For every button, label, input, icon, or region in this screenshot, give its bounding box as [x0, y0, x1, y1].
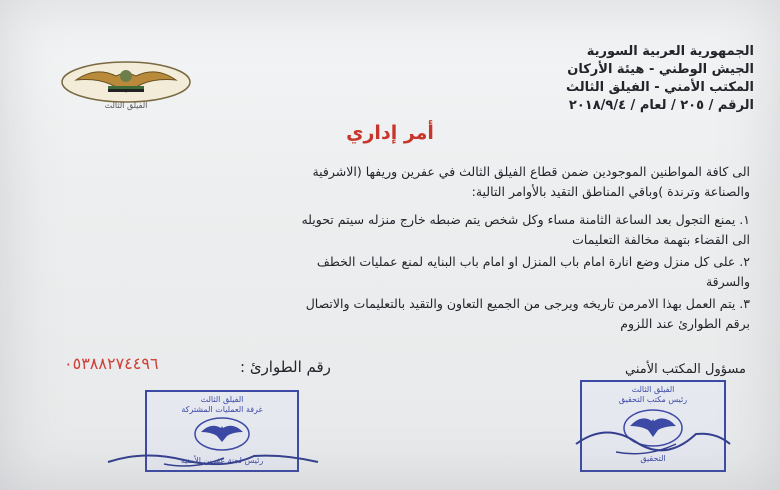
- signature-left: [104, 440, 324, 476]
- signatory-title: مسؤول المكتب الأمني: [625, 362, 746, 377]
- stamp-left-bottom: رئيس لجنة عفرين الأمنية: [180, 456, 264, 465]
- header-line-2: الجيش الوطني - هيئة الأركان: [567, 62, 754, 77]
- intro-line-1: الى كافة المواطنين الموجودين ضمن قطاع الفيلق الثالث في عفرين وريفها (الاشرفية: [312, 164, 750, 179]
- stamp-left-line-2: غرفة العمليات المشتركة: [181, 405, 263, 414]
- order-item-1-line-1: ١. يمنع التجول بعد الساعة الثامنة مساء وكل شخص يتم ضبطه خارج منزله سيتم تحويله: [301, 212, 750, 227]
- stamp-right-line-1: الفيلق الثالث: [631, 385, 675, 394]
- stamp-right-bottom: التحقيق: [640, 454, 666, 463]
- order-item-2-line-1: ٢. على كل منزل وضع انارة امام باب المنزل او امام باب البنايه لمنع عمليات الخطف: [316, 254, 750, 269]
- stamp-left-line-1: الفيلق الثالث: [200, 395, 244, 404]
- emergency-phone-label: رقم الطوارئ :: [240, 358, 331, 376]
- logo-caption: الفيلق الثالث: [104, 101, 148, 110]
- header-line-1: الجمهورية العربية السورية: [586, 44, 754, 59]
- order-item-1-line-2: الى القضاء بتهمة مخالفة التعليمات: [572, 232, 750, 247]
- header-line-4: الرقم / ٢٠٥ / لعام / ٢٠١٨/٩/٤: [568, 98, 754, 113]
- emergency-phone-number: ٠٥٣٨٨٢٧٤٤٩٦: [64, 354, 159, 373]
- document-title: أمر إداري: [346, 122, 434, 144]
- order-item-2-line-2: والسرقة: [705, 274, 750, 289]
- order-item-3-line-1: ٣. يتم العمل بهذا الامرمن تاريخه ويرجى من الجميع التعاون والتقيد بالتعليمات والاتصال: [305, 296, 750, 311]
- army-logo: [56, 58, 196, 112]
- order-item-3-line-2: برقم الطوارئ عند اللزوم: [620, 316, 750, 331]
- stamp-right-line-2: رئيس مكتب التحقيق: [618, 395, 688, 404]
- signature-right: [566, 414, 736, 464]
- header-line-3: المكتب الأمني - الفيلق الثالث: [565, 80, 754, 95]
- intro-line-2: والصناعة وترندة )وباقي المناطق التقيد بالأوامر التالية:: [471, 184, 750, 199]
